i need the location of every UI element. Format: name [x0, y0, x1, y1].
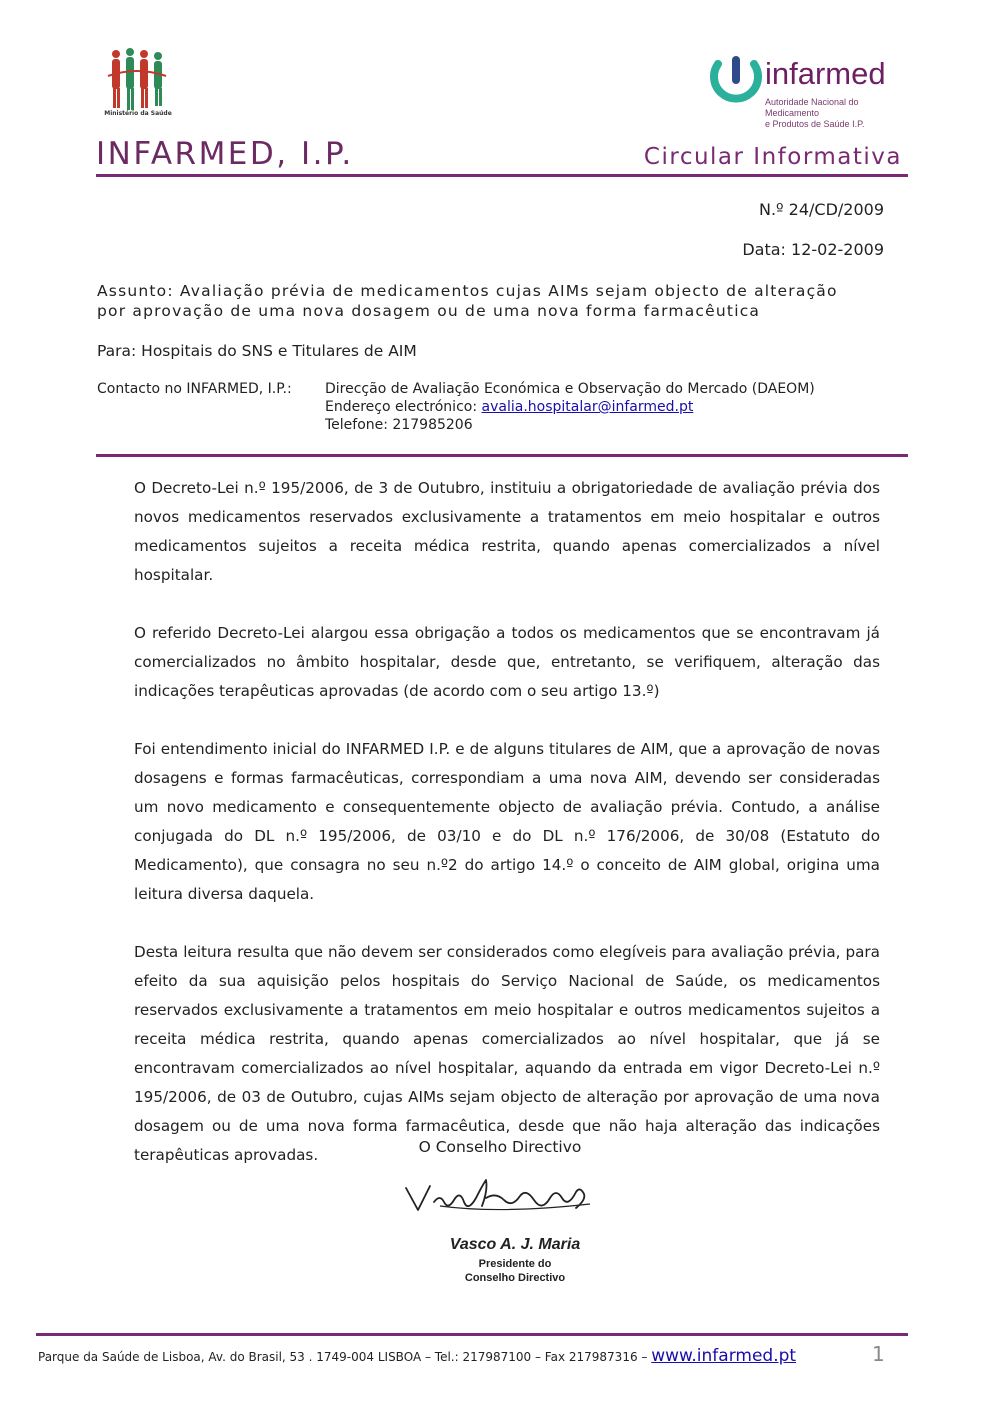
footer-address: Parque da Saúde de Lisboa, Av. do Brasil, 53 . 1749-004 LISBOA – Tel.: 217987100 – Fax 217987316 – — [38, 1350, 648, 1364]
signatory-name: Vasco A. J. Maria — [449, 1236, 581, 1253]
circular-date: Data: 12-02-2009 — [742, 240, 884, 259]
infarmed-subtitle — [765, 97, 915, 130]
subject-line2: por aprovação de uma nova dosagem ou de uma nova forma farmacêutica — [97, 302, 761, 320]
section-divider — [96, 454, 908, 457]
header-divider — [96, 174, 908, 177]
signatory-role-line1: Presidente do — [478, 1258, 552, 1270]
email-link[interactable]: avalia.hospitalar@infarmed.pt — [481, 399, 694, 415]
body-paragraph-4: Desta leitura resulta que não devem ser considerados como elegíveis para avaliação prévia, para efeito da sua aquisição pelos hospitais do Serviço Nacional de Saúde, os medicamentos reservados exclusivamente a tratamentos em meio hospitalar e outros medicamentos sujeitos a receita médica restrita, quando apenas comercializados ao nível hospitalar, que já se encontravam comercializados ao nível hospitalar, aquando da entrada em vigor Decreto-Lei n.º 195/2006, de 03 de Outubro, cujas AIMs sejam objecto de alteração por aprovação de uma nova dosagem ou de uma nova forma farmacêutica, desde que não haja alteração das indicações terapêuticas aprovadas. — [134, 943, 880, 1164]
body-text — [134, 474, 880, 1199]
contact-block — [97, 380, 815, 434]
signatory-role-line2: Conselho Directivo — [464, 1272, 566, 1284]
contact-department: Direcção de Avaliação Económica e Observação do Mercado (DAEOM) — [325, 381, 815, 397]
subject-line1: Assunto: Avaliação prévia de medicamentos cujas AIMs sejam objecto de alteração — [97, 282, 838, 300]
doc-type: Circular Informativa — [643, 144, 902, 170]
contact-phone: Telefone: 217985206 — [325, 417, 473, 433]
circular-number: N.º 24/CD/2009 — [758, 200, 884, 219]
subject — [97, 281, 897, 321]
org-title: INFARMED, I.P. — [96, 136, 354, 172]
infarmed-logo-icon — [710, 52, 762, 104]
recipients: Para: Hospitais do SNS e Titulares de AIM — [97, 342, 417, 360]
ministry-caption: Ministério da Saúde — [104, 110, 172, 117]
body-paragraph-2: O referido Decreto-Lei alargou essa obrigação a todos os medicamentos que se encontravam já comercializados no âmbito hospitalar, desde que, entretanto, se verifiquem, alteração das indicações terapêuticas aprovadas (de acordo com o seu artigo 13.º) — [134, 624, 880, 700]
body-paragraph-3: Foi entendimento inicial do INFARMED I.P. e de alguns titulares de AIM, que a aprovação de novas dosagens e formas farmacêuticas, correspondiam a uma nova AIM, devendo ser consideradas um novo medicamento e consequentemente objecto de avaliação prévia. Contudo, a análise conjugada do DL n.º 195/2006, de 03/10 e do DL n.º 176/2006, de 30/08 (Estatuto do Medicamento), que consagra no seu n.º2 do artigo 14.º o conceito de AIM global, origina uma leitura diversa daquela. — [134, 740, 880, 903]
body-paragraph-1: O Decreto-Lei n.º 195/2006, de 3 de Outubro, instituiu a obrigatoriedade de avaliação prévia dos novos medicamentos reservados exclusivamente a tratamentos em meio hospitalar e outros medicamentos sujeitos a receita médica restrita, quando apenas comercializados a nível hospitalar. — [134, 479, 880, 584]
website-link[interactable]: www.infarmed.pt — [651, 1346, 797, 1366]
infarmed-subtitle-line1: Autoridade Nacional do Medicamento — [765, 97, 859, 118]
contact-label: Contacto no INFARMED, I.P.: — [97, 381, 292, 397]
footer-divider — [36, 1333, 908, 1336]
council-signoff: O Conselho Directivo — [418, 1138, 582, 1156]
infarmed-wordmark: infarmed — [765, 56, 886, 91]
handwritten-signature — [400, 1176, 600, 1220]
email-label: Endereço electrónico: — [325, 399, 478, 415]
page-number: 1 — [872, 1342, 885, 1366]
infarmed-subtitle-line2: e Produtos de Saúde I.P. — [765, 119, 865, 129]
footer — [38, 1346, 796, 1366]
